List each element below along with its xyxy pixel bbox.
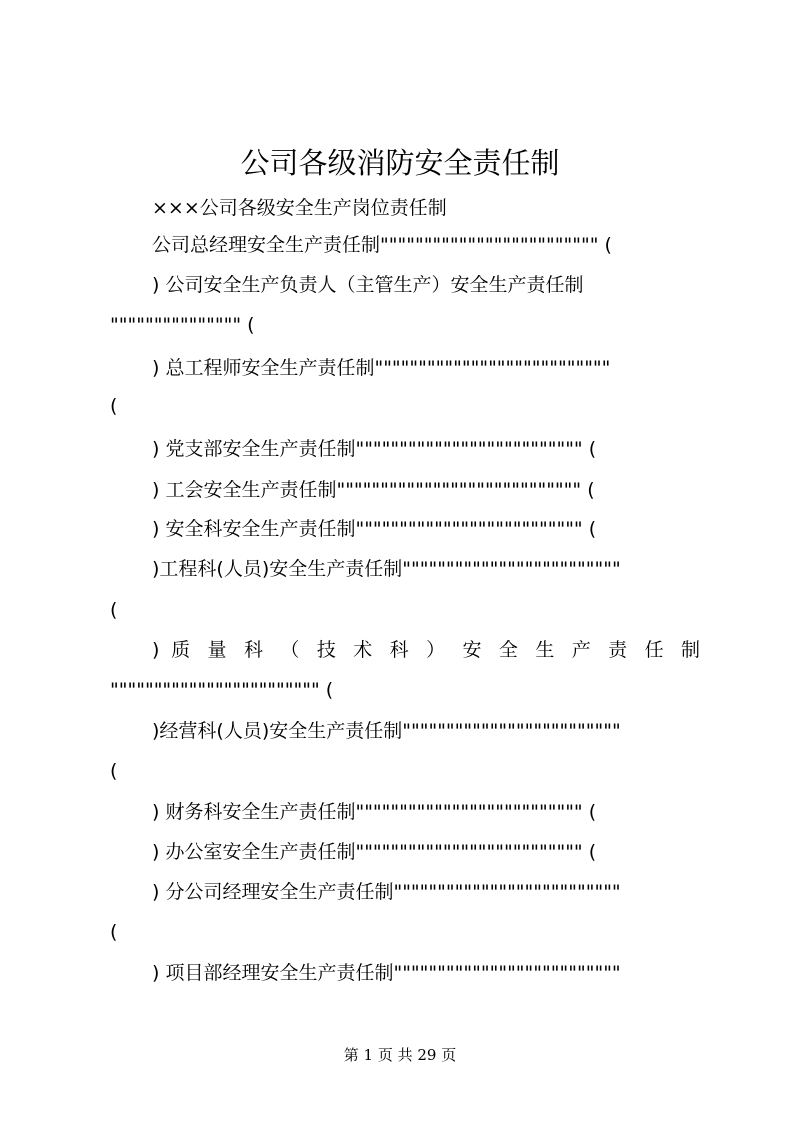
text-line: ×××公司各级安全生产岗位责任制 (152, 197, 447, 219)
text-line: ) 总工程师安全生产责任制""""""""""""""""""""""""""" (152, 357, 611, 379)
text-line: """""""""""""""""""""""" ( (110, 679, 334, 701)
text-line: ( (110, 921, 118, 943)
text-line: 公司总经理安全生产责任制""""""""""""""""""""""""" ( (152, 234, 612, 256)
text-line: ) 质 量 科 （ 技 术 科 ） 安 全 生 产 责 任 制 (152, 639, 700, 661)
text-line: ) 工会安全生产责任制"""""""""""""""""""""""""""" ( (152, 479, 595, 501)
document-title: 公司各级消防安全责任制 (240, 146, 560, 180)
text-line: ) 分公司经理安全生产责任制"""""""""""""""""""""""""" (152, 881, 621, 903)
text-line: ( (110, 599, 118, 621)
page-footer: 第 1 页 共 29 页 (343, 1046, 457, 1064)
text-line: )经营科(人员)安全生产责任制""""""""""""""""""""""""" (152, 720, 621, 742)
text-line: """"""""""""""" ( (110, 314, 255, 336)
text-line: ) 办公室安全生产责任制"""""""""""""""""""""""""" ( (152, 841, 597, 863)
text-line: ) 党支部安全生产责任制"""""""""""""""""""""""""" ( (152, 438, 597, 460)
text-line: )工程科(人员)安全生产责任制""""""""""""""""""""""""" (152, 558, 621, 580)
text-line: ) 财务科安全生产责任制"""""""""""""""""""""""""" ( (152, 801, 597, 823)
text-line: ( (110, 395, 118, 417)
text-line: ) 项目部经理安全生产责任制"""""""""""""""""""""""""" (152, 962, 621, 984)
text-line: ) 公司安全生产负责人（主管生产）安全生产责任制 (152, 274, 584, 296)
text-line: ( (110, 760, 118, 782)
text-line: ) 安全科安全生产责任制"""""""""""""""""""""""""" ( (152, 518, 597, 540)
